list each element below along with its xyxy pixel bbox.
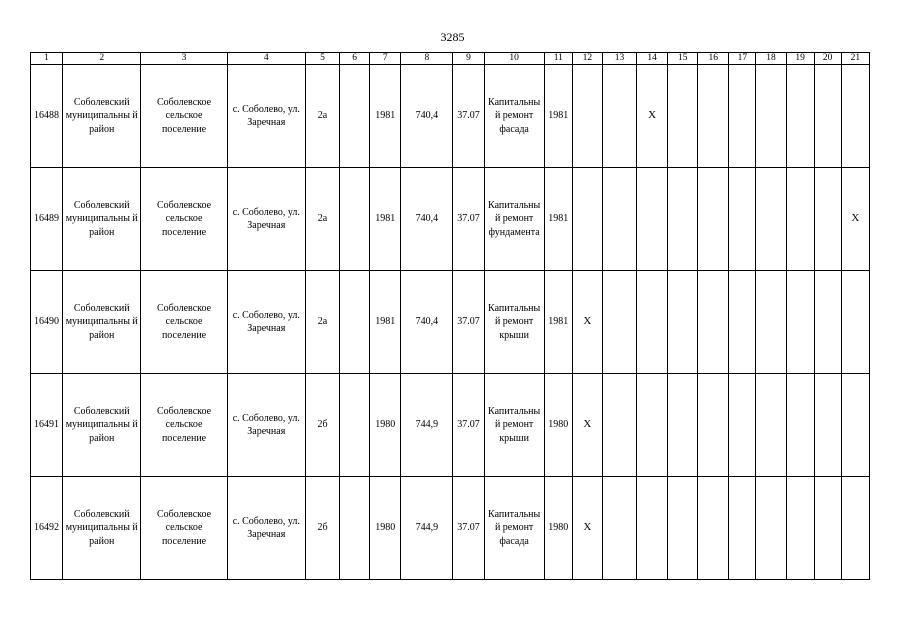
settlement-cell (141, 271, 227, 374)
mark-cell-column-20 (814, 65, 841, 168)
mark-cell-column-17 (729, 374, 756, 477)
row-id-text: 16489 (34, 213, 60, 225)
area-cell (401, 271, 453, 374)
address-cell (227, 477, 305, 580)
table-row (31, 168, 870, 271)
house-number-cell (305, 477, 339, 580)
row-id-text: 16492 (34, 522, 60, 534)
mark-cell-column-18 (756, 477, 786, 580)
column-header: 16 (698, 53, 729, 65)
code-cell (453, 374, 484, 477)
mark-cell-column-19 (786, 477, 814, 580)
row-id-text: 16490 (34, 316, 60, 328)
data-table (30, 52, 870, 580)
column-6-cell (340, 65, 370, 168)
address-cell (227, 168, 305, 271)
area-text: 740,4 (415, 316, 439, 328)
column-11-text: 1981 (548, 213, 569, 225)
column-header: 17 (729, 53, 756, 65)
mark-cell-column-12 (572, 271, 602, 374)
column-11-cell (544, 271, 572, 374)
mark-cell-column-19 (786, 271, 814, 374)
mark-cell-column-13 (602, 374, 636, 477)
code-text: 37.07 (457, 419, 480, 431)
code-text: 37.07 (457, 110, 480, 122)
column-header: 10 (484, 53, 544, 65)
house-number-text: 2а (317, 110, 328, 122)
mark-cell-column-16 (698, 65, 729, 168)
mark-value: X (583, 521, 592, 534)
district-text: Соболевский муниципальны й район (65, 405, 138, 444)
settlement-text: Соболевское сельское поселение (156, 508, 212, 547)
work-type-text: Капитальны й ремонт крыши (488, 302, 541, 341)
table-row (31, 477, 870, 580)
work-type-text: Капитальны й ремонт фундамента (488, 199, 541, 238)
column-11-cell (544, 65, 572, 168)
area-text: 744,9 (415, 522, 439, 534)
column-6-cell (340, 271, 370, 374)
house-number-text: 2б (317, 419, 328, 431)
address-cell (227, 374, 305, 477)
code-text: 37.07 (457, 316, 480, 328)
area-text: 744,9 (415, 419, 439, 431)
house-number-cell (305, 271, 339, 374)
header-row (31, 53, 870, 65)
column-header: 5 (305, 53, 339, 65)
house-number-text: 2б (317, 522, 328, 534)
house-number-text: 2а (317, 213, 328, 225)
work-type-cell (484, 65, 544, 168)
row-id-text: 16491 (34, 419, 60, 431)
mark-cell-column-18 (756, 168, 786, 271)
year-text: 1981 (375, 110, 396, 122)
column-header: 9 (453, 53, 484, 65)
mark-cell-column-17 (729, 168, 756, 271)
address-text: с. Соболево, ул. Заречная (232, 206, 300, 231)
mark-cell-column-19 (786, 168, 814, 271)
column-11-cell (544, 374, 572, 477)
mark-cell-column-21 (841, 374, 869, 477)
area-text: 740,4 (415, 110, 439, 122)
district-cell (63, 477, 141, 580)
column-11-text: 1981 (548, 110, 569, 122)
settlement-text: Соболевское сельское поселение (156, 199, 212, 238)
code-text: 37.07 (457, 213, 480, 225)
column-header: 18 (756, 53, 786, 65)
work-type-cell (484, 271, 544, 374)
area-cell (401, 168, 453, 271)
district-cell (63, 65, 141, 168)
area-cell (401, 65, 453, 168)
settlement-cell (141, 168, 227, 271)
year-text: 1980 (375, 522, 396, 534)
district-text: Соболевский муниципальны й район (65, 302, 138, 341)
code-cell (453, 65, 484, 168)
row-id-cell (31, 271, 63, 374)
column-header: 2 (63, 53, 141, 65)
mark-cell-column-12 (572, 374, 602, 477)
mark-cell-column-13 (602, 477, 636, 580)
settlement-text: Соболевское сельское поселение (156, 405, 212, 444)
settlement-text: Соболевское сельское поселение (156, 302, 212, 341)
column-6-cell (340, 374, 370, 477)
mark-cell-column-15 (668, 477, 698, 580)
house-number-cell (305, 168, 339, 271)
column-header: 14 (637, 53, 668, 65)
column-header: 11 (544, 53, 572, 65)
mark-cell-column-14 (637, 168, 668, 271)
mark-cell-column-15 (668, 168, 698, 271)
settlement-cell (141, 477, 227, 580)
mark-value: X (583, 418, 592, 431)
mark-cell-column-16 (698, 168, 729, 271)
row-id-cell (31, 65, 63, 168)
year-text: 1981 (375, 316, 396, 328)
row-id-text: 16488 (34, 110, 60, 122)
code-cell (453, 477, 484, 580)
column-header: 4 (227, 53, 305, 65)
address-cell (227, 65, 305, 168)
address-text: с. Соболево, ул. Заречная (232, 309, 300, 334)
mark-value: X (583, 315, 592, 328)
mark-cell-column-18 (756, 374, 786, 477)
mark-cell-column-13 (602, 271, 636, 374)
column-header: 3 (141, 53, 227, 65)
code-cell (453, 168, 484, 271)
mark-cell-column-13 (602, 65, 636, 168)
mark-cell-column-21 (841, 477, 869, 580)
column-11-text: 1981 (548, 316, 569, 328)
mark-cell-column-13 (602, 168, 636, 271)
address-cell (227, 271, 305, 374)
year-cell (370, 168, 401, 271)
mark-cell-column-14 (637, 271, 668, 374)
code-cell (453, 271, 484, 374)
mark-cell-column-17 (729, 477, 756, 580)
settlement-text: Соболевское сельское поселение (156, 96, 212, 135)
address-text: с. Соболево, ул. Заречная (232, 103, 300, 128)
district-cell (63, 374, 141, 477)
year-cell (370, 477, 401, 580)
mark-cell-column-14 (637, 477, 668, 580)
settlement-cell (141, 65, 227, 168)
settlement-cell (141, 374, 227, 477)
mark-cell-column-15 (668, 65, 698, 168)
table-row (31, 65, 870, 168)
district-text: Соболевский муниципальны й район (65, 508, 138, 547)
mark-cell-column-19 (786, 65, 814, 168)
table-row (31, 374, 870, 477)
column-header: 7 (370, 53, 401, 65)
page-number: 3285 (440, 30, 465, 44)
district-text: Соболевский муниципальны й район (65, 199, 138, 238)
district-cell (63, 271, 141, 374)
mark-cell-column-21 (841, 168, 869, 271)
mark-cell-column-12 (572, 65, 602, 168)
mark-cell-column-14 (637, 374, 668, 477)
column-header: 1 (31, 53, 63, 65)
column-11-cell (544, 168, 572, 271)
mark-cell-column-15 (668, 271, 698, 374)
area-cell (401, 374, 453, 477)
column-header: 6 (340, 53, 370, 65)
mark-cell-column-17 (729, 65, 756, 168)
work-type-text: Капитальны й ремонт фасада (488, 508, 541, 547)
code-text: 37.07 (457, 522, 480, 534)
mark-cell-column-20 (814, 374, 841, 477)
column-11-cell (544, 477, 572, 580)
column-header: 15 (668, 53, 698, 65)
column-6-cell (340, 477, 370, 580)
year-text: 1980 (375, 419, 396, 431)
house-number-text: 2а (317, 316, 328, 328)
work-type-text: Капитальны й ремонт крыши (488, 405, 541, 444)
table-row (31, 271, 870, 374)
column-header: 20 (814, 53, 841, 65)
table-body (31, 65, 870, 580)
mark-cell-column-18 (756, 271, 786, 374)
work-type-cell (484, 477, 544, 580)
mark-cell-column-20 (814, 477, 841, 580)
column-header: 21 (841, 53, 869, 65)
address-text: с. Соболево, ул. Заречная (232, 412, 300, 437)
mark-value: X (851, 212, 860, 225)
column-header: 12 (572, 53, 602, 65)
table-header (31, 53, 870, 65)
year-cell (370, 65, 401, 168)
mark-cell-column-21 (841, 271, 869, 374)
mark-cell-column-18 (756, 65, 786, 168)
area-text: 740,4 (415, 213, 439, 225)
mark-cell-column-20 (814, 168, 841, 271)
area-cell (401, 477, 453, 580)
column-header: 8 (401, 53, 453, 65)
year-cell (370, 374, 401, 477)
mark-cell-column-15 (668, 374, 698, 477)
district-text: Соболевский муниципальны й район (65, 96, 138, 135)
column-11-text: 1980 (548, 522, 569, 534)
mark-cell-column-14 (637, 65, 668, 168)
house-number-cell (305, 65, 339, 168)
mark-value: X (648, 109, 657, 122)
row-id-cell (31, 374, 63, 477)
work-type-text: Капитальны й ремонт фасада (488, 96, 541, 135)
district-cell (63, 168, 141, 271)
column-header: 19 (786, 53, 814, 65)
mark-cell-column-12 (572, 168, 602, 271)
mark-cell-column-12 (572, 477, 602, 580)
house-number-cell (305, 374, 339, 477)
mark-cell-column-17 (729, 271, 756, 374)
mark-cell-column-21 (841, 65, 869, 168)
mark-cell-column-20 (814, 271, 841, 374)
mark-cell-column-19 (786, 374, 814, 477)
year-cell (370, 271, 401, 374)
row-id-cell (31, 168, 63, 271)
column-11-text: 1980 (548, 419, 569, 431)
year-text: 1981 (375, 213, 396, 225)
work-type-cell (484, 168, 544, 271)
row-id-cell (31, 477, 63, 580)
work-type-cell (484, 374, 544, 477)
column-header: 13 (602, 53, 636, 65)
address-text: с. Соболево, ул. Заречная (232, 515, 300, 540)
mark-cell-column-16 (698, 271, 729, 374)
mark-cell-column-16 (698, 477, 729, 580)
column-6-cell (340, 168, 370, 271)
mark-cell-column-16 (698, 374, 729, 477)
